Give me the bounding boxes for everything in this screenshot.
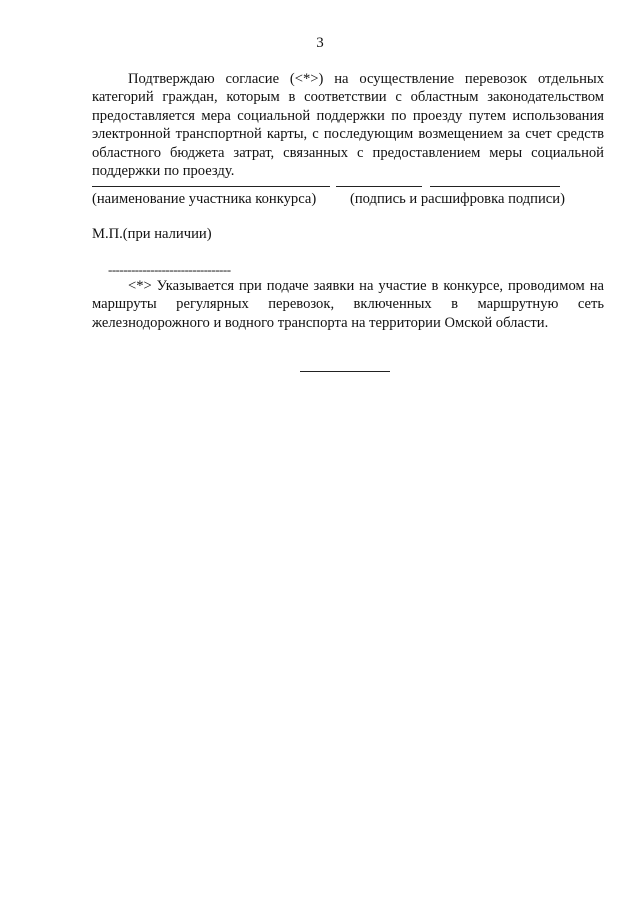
participant-name-caption: (наименование участника конкурса)	[92, 191, 317, 207]
footnote-separator: --------------------------------	[108, 262, 231, 277]
signature-line	[336, 186, 422, 187]
stamp-label: М.П.(при наличии)	[92, 226, 212, 242]
footnote-text: <*> Указывается при подаче заявки на участие в конкурсе, проводимом на маршруты регулярных перевозок, включенных в маршрутную сеть железнодорожного и водного транспорта на территории Омской области.	[92, 278, 604, 331]
consent-paragraph: Подтверждаю согласие (<*>) на осуществление перевозок отдельных категорий граждан, которым в соответствии с областным законодательством предоставляется мера социальной поддержки по проезду путем использования электронной транспортной карты, с последующим возмещением за счет средств областного бюджета затрат, связанных с предоставлением меры социальной поддержки по проезду.	[92, 71, 604, 180]
participant-name-line	[92, 186, 330, 187]
signature-transcript-line	[430, 186, 560, 187]
page-number: 3	[316, 35, 324, 51]
signature-lines	[92, 186, 604, 188]
signature-caption: (подпись и расшифровка подписи)	[350, 191, 565, 207]
end-of-document-rule	[300, 371, 390, 372]
